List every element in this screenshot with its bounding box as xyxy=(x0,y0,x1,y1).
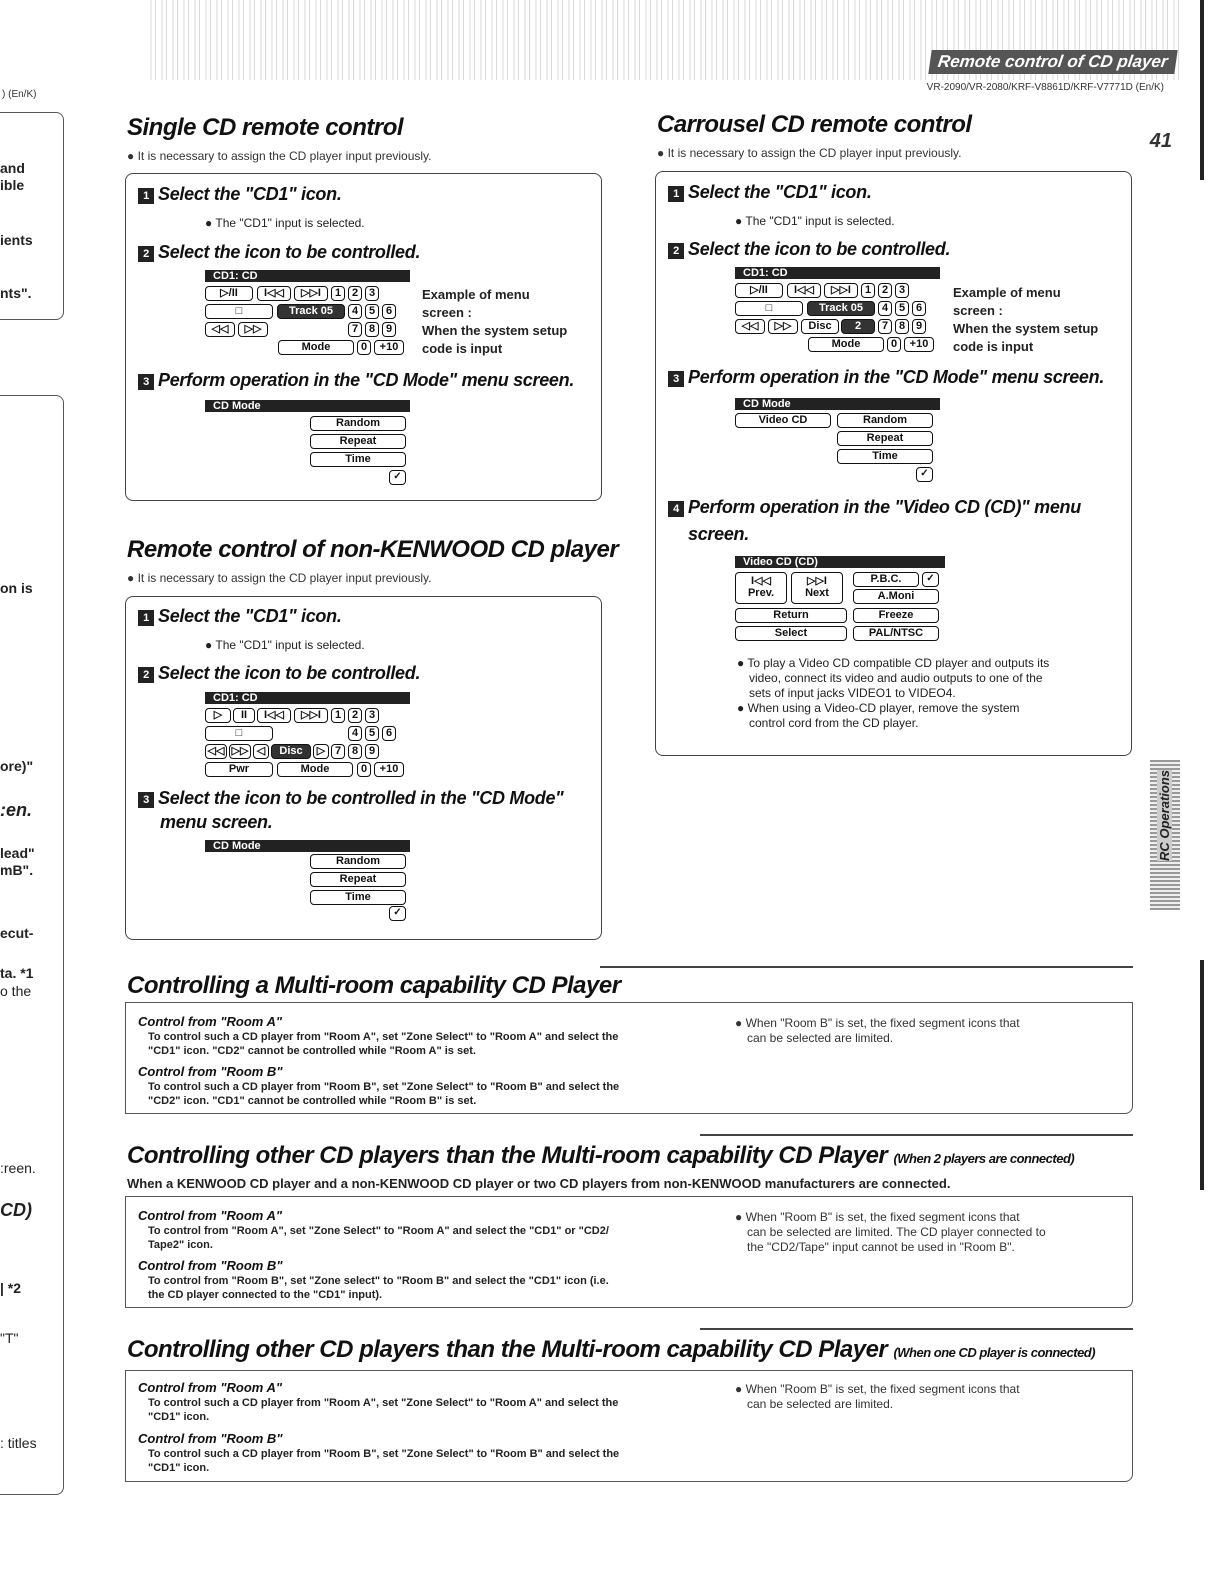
disc-prev-button[interactable]: ◁ xyxy=(253,744,269,759)
edge-bar xyxy=(1200,0,1204,180)
margin-text: o the xyxy=(0,983,32,999)
num-button[interactable]: 2 xyxy=(348,708,362,723)
time-button[interactable]: Time xyxy=(837,449,933,464)
step-3: 3 Perform operation in the "CD Mode" menu screen. xyxy=(138,370,574,391)
step-3-cont: menu screen. xyxy=(160,812,273,832)
num-button[interactable]: 9 xyxy=(382,322,396,337)
play-pause-button[interactable]: ▷/II xyxy=(735,283,783,298)
menu-screen-single xyxy=(205,270,410,358)
time-button[interactable]: Time xyxy=(310,890,406,905)
num-button[interactable]: 8 xyxy=(365,322,379,337)
num-button[interactable]: 1 xyxy=(331,708,345,723)
prev-button[interactable]: I◁◁ xyxy=(257,286,291,301)
num-button[interactable]: 0 xyxy=(357,762,371,777)
section-title: Controlling a Multi-room capability CD Player xyxy=(127,972,621,999)
margin-text: on is xyxy=(0,580,33,596)
control-text: To control such a CD player from "Room B", set "Zone Select" to "Room B" and select the "CD2" icon. "CD1" cannot be controlled while "Room B" is set. xyxy=(148,1081,620,1107)
stop-button[interactable]: □ xyxy=(735,301,803,316)
margin-text: ients xyxy=(0,232,33,248)
num-button[interactable]: 6 xyxy=(382,304,396,319)
step-note: ● The "CD1" input is selected. xyxy=(205,638,365,652)
repeat-button[interactable]: Repeat xyxy=(310,434,406,449)
plus10-button[interactable]: +10 xyxy=(374,762,404,777)
screen-bar: CD1: CD xyxy=(205,692,410,704)
control-title: Control from "Room A" xyxy=(138,1380,282,1395)
disc-button[interactable]: Disc xyxy=(801,319,839,334)
menu-screen-carrousel xyxy=(735,267,940,355)
random-button[interactable]: Random xyxy=(310,416,406,431)
section-title: Single CD remote control xyxy=(127,114,404,141)
prev-button[interactable]: I◁◁ xyxy=(787,283,821,298)
section-title: Controlling other CD players than the Multi-room capability CD Player (When 2 players are connected) xyxy=(127,1142,1075,1169)
margin-text: CD) xyxy=(0,1200,32,1220)
check-icon[interactable]: ✓ xyxy=(922,572,939,587)
screen-bar: Video CD (CD) xyxy=(735,556,945,568)
step-4-cont: screen. xyxy=(688,524,749,544)
margin-text: "T" xyxy=(0,1330,19,1346)
num-button[interactable]: 3 xyxy=(365,708,379,723)
pause-button[interactable]: II xyxy=(233,708,255,723)
num-button[interactable]: 8 xyxy=(895,319,909,334)
num-button[interactable]: 3 xyxy=(365,286,379,301)
example-caption: Example of menu screen : When the system setup code is input xyxy=(953,285,1099,354)
control-text: To control such a CD player from "Room B", set "Zone Select" to "Room B" and select the "CD1" icon. xyxy=(148,1448,620,1474)
margin-text: ore)" xyxy=(0,758,34,774)
pbc-button[interactable]: P.B.C. xyxy=(853,572,919,587)
freeze-button[interactable]: Freeze xyxy=(853,608,939,623)
num-button[interactable]: 3 xyxy=(895,283,909,298)
control-title: Control from "Room A" xyxy=(138,1014,282,1029)
rewind-button[interactable]: ◁◁ xyxy=(205,322,235,337)
num-button[interactable]: 6 xyxy=(382,726,396,741)
check-icon[interactable]: ✓ xyxy=(389,470,406,485)
num-button[interactable]: 5 xyxy=(365,304,379,319)
screen-bar: CD Mode xyxy=(205,840,410,852)
num-button[interactable]: 6 xyxy=(912,301,926,316)
rewind-button[interactable]: ◁◁ xyxy=(735,319,765,334)
select-button[interactable]: Select xyxy=(735,626,847,641)
step-2: 2 Select the icon to be controlled. xyxy=(138,663,420,684)
step-2: 2 Select the icon to be controlled. xyxy=(668,239,950,260)
section-subtitle: When a KENWOOD CD player and a non-KENWOOD CD player or two CD players from non-KENWOOD manufacturers are connected. xyxy=(127,1176,951,1191)
num-button[interactable]: 4 xyxy=(348,726,362,741)
model-numbers: VR-2090/VR-2080/KRF-V8861D/KRF-V7771D (En/K) xyxy=(926,82,1164,93)
random-button[interactable]: Random xyxy=(837,413,933,428)
track-display: Track 05 xyxy=(277,304,345,319)
play-pause-button[interactable]: ▷/II xyxy=(205,286,253,301)
margin-text: | *2 xyxy=(0,1280,22,1296)
control-text: To control from "Room B", set "Zone select" to "Room B" and select the "CD1" icon (i.e. the CD player connected to the "CD1" input). xyxy=(148,1275,609,1301)
step-3: 3 Select the icon to be controlled in the "CD Mode" xyxy=(138,788,563,809)
stop-button[interactable]: □ xyxy=(205,304,273,319)
next-button[interactable]: ▷▷I xyxy=(824,283,858,298)
room-b-note: ● When "Room B" is set, the fixed segment icons that can be selected are limited. xyxy=(735,1382,1020,1411)
prev-button[interactable]: I◁◁ Prev. xyxy=(735,572,787,604)
control-title: Control from "Room B" xyxy=(138,1064,283,1079)
video-cd-button[interactable]: Video CD xyxy=(735,413,831,428)
cd-mode-screen xyxy=(735,398,940,486)
num-button[interactable]: 8 xyxy=(348,744,362,759)
margin-text: ible xyxy=(0,177,25,193)
power-button[interactable]: Pwr xyxy=(205,762,273,777)
page-number: 41 xyxy=(1149,130,1172,152)
note: ● It is necessary to assign the CD player input previously. xyxy=(127,149,432,163)
room-b-note: ● When "Room B" is set, the fixed segment icons that can be selected are limited. The CD player connected to the "CD2/Tape" input cannot be used in "Room B". xyxy=(735,1210,1046,1254)
check-icon[interactable]: ✓ xyxy=(389,906,406,921)
num-button[interactable]: 7 xyxy=(348,322,362,337)
play-button[interactable]: ▷ xyxy=(205,708,231,723)
step-2: 2 Select the icon to be controlled. xyxy=(138,242,420,263)
screen-bar: CD Mode xyxy=(205,400,410,412)
mode-button[interactable]: Mode xyxy=(808,337,884,352)
example-caption: Example of menu screen : When the system setup code is input xyxy=(422,287,568,356)
audio-monitor-button[interactable]: A.Moni xyxy=(853,589,939,604)
margin-text: and xyxy=(0,160,25,176)
left-code: ) (En/K) xyxy=(2,89,37,100)
disc-next-button[interactable]: ▷ xyxy=(313,744,329,759)
next-button[interactable]: ▷▷I xyxy=(294,286,328,301)
step-note: ● The "CD1" input is selected. xyxy=(205,216,365,230)
margin-text: :en. xyxy=(0,800,33,820)
section-title: Remote control of non-KENWOOD CD player xyxy=(127,536,619,563)
section-title: Controlling other CD players than the Multi-room capability CD Player (When one CD player is connected) xyxy=(127,1336,1096,1363)
note: ● It is necessary to assign the CD player input previously. xyxy=(127,571,432,585)
header-title: Remote control of CD player xyxy=(929,50,1178,74)
num-button[interactable]: 4 xyxy=(878,301,892,316)
forward-button[interactable]: ▷▷ xyxy=(768,319,798,334)
num-button[interactable]: 1 xyxy=(331,286,345,301)
screen-bar: CD1: CD xyxy=(205,270,410,282)
plus10-button[interactable]: +10 xyxy=(374,340,404,355)
mode-button[interactable]: Mode xyxy=(278,340,354,355)
forward-button[interactable]: ▷▷ xyxy=(229,744,251,759)
stop-button[interactable]: □ xyxy=(205,726,273,741)
step-1: 1 Select the "CD1" icon. xyxy=(138,184,342,205)
video-cd-notes: ● To play a Video CD compatible CD player and outputs its video, connect its video and audio outputs to one of the sets of input jacks VIDEO1 to VIDEO4. ● When using a Video-CD player, remove the system control cord from the CD player. xyxy=(737,656,1050,730)
step-note: ● The "CD1" input is selected. xyxy=(735,214,895,228)
step-4: 4 Perform operation in the "Video CD (CD)" menu xyxy=(668,497,1081,518)
note: ● It is necessary to assign the CD player input previously. xyxy=(657,146,962,160)
num-button[interactable]: 4 xyxy=(348,304,362,319)
track-display: Track 05 xyxy=(807,301,875,316)
forward-button[interactable]: ▷▷ xyxy=(238,322,268,337)
control-text: To control such a CD player from "Room A", set "Zone Select" to "Room A" and select the "CD1" icon. "CD2" cannot be controlled while "Room A" is set. xyxy=(148,1031,619,1057)
check-icon[interactable]: ✓ xyxy=(916,467,933,482)
control-title: Control from "Room B" xyxy=(138,1258,283,1273)
control-title: Control from "Room B" xyxy=(138,1431,283,1446)
num-button[interactable]: 5 xyxy=(895,301,909,316)
pal-ntsc-button[interactable]: PAL/NTSC xyxy=(853,626,939,641)
section-title: Carrousel CD remote control xyxy=(657,111,972,138)
repeat-button[interactable]: Repeat xyxy=(837,431,933,446)
step-3: 3 Perform operation in the "CD Mode" menu screen. xyxy=(668,367,1104,388)
num-button[interactable]: 2 xyxy=(348,286,362,301)
prev-button[interactable]: I◁◁ xyxy=(257,708,291,723)
disc-label: Disc xyxy=(271,744,311,759)
control-title: Control from "Room A" xyxy=(138,1208,282,1223)
step-1: 1 Select the "CD1" icon. xyxy=(138,606,342,627)
num-button[interactable]: 1 xyxy=(861,283,875,298)
num-button[interactable]: 9 xyxy=(912,319,926,334)
num-button[interactable]: 0 xyxy=(357,340,371,355)
menu-screen-nonkw xyxy=(205,692,410,780)
video-cd-screen xyxy=(735,556,945,644)
margin-text: ta. *1 xyxy=(0,965,34,981)
margin-text: mB". xyxy=(0,862,34,878)
control-text: To control from "Room A", set "Zone Select" to "Room A" and select the "CD1" or "CD2/ Tape2" icon. xyxy=(148,1225,609,1251)
margin-text: :reen. xyxy=(0,1160,36,1176)
margin-text: ecut- xyxy=(0,925,34,941)
section-rule xyxy=(700,1328,1133,1330)
time-button[interactable]: Time xyxy=(310,452,406,467)
margin-text: : titles xyxy=(0,1435,37,1451)
mode-button[interactable]: Mode xyxy=(277,762,353,777)
section-rule xyxy=(700,1134,1133,1136)
num-button[interactable]: 2 xyxy=(878,283,892,298)
screen-bar: CD Mode xyxy=(735,398,940,410)
num-button[interactable]: 9 xyxy=(365,744,379,759)
edge-bar xyxy=(1200,960,1204,1190)
next-button[interactable]: ▷▷I Next xyxy=(791,572,843,604)
control-text: To control such a CD player from "Room A", set "Zone Select" to "Room A" and select the "CD1" icon. xyxy=(148,1397,619,1423)
num-button[interactable]: 7 xyxy=(878,319,892,334)
num-button[interactable]: 7 xyxy=(331,744,345,759)
num-button[interactable]: 0 xyxy=(887,337,901,352)
repeat-button[interactable]: Repeat xyxy=(310,872,406,887)
rewind-button[interactable]: ◁◁ xyxy=(205,744,227,759)
margin-text: lead" xyxy=(0,845,35,861)
screen-bar: CD1: CD xyxy=(735,267,940,279)
side-tab: RC Operations xyxy=(1150,760,1180,910)
cd-mode-screen xyxy=(205,400,410,488)
section-rule xyxy=(600,966,1133,968)
plus10-button[interactable]: +10 xyxy=(904,337,934,352)
next-button[interactable]: ▷▷I xyxy=(294,708,328,723)
step-1: 1 Select the "CD1" icon. xyxy=(668,182,872,203)
cd-mode-screen xyxy=(205,840,410,928)
num-button[interactable]: 5 xyxy=(365,726,379,741)
disc-number: 2 xyxy=(841,319,875,334)
random-button[interactable]: Random xyxy=(310,854,406,869)
return-button[interactable]: Return xyxy=(735,608,847,623)
room-b-note: ● When "Room B" is set, the fixed segment icons that can be selected are limited. xyxy=(735,1016,1020,1045)
margin-text: nts". xyxy=(0,285,32,301)
